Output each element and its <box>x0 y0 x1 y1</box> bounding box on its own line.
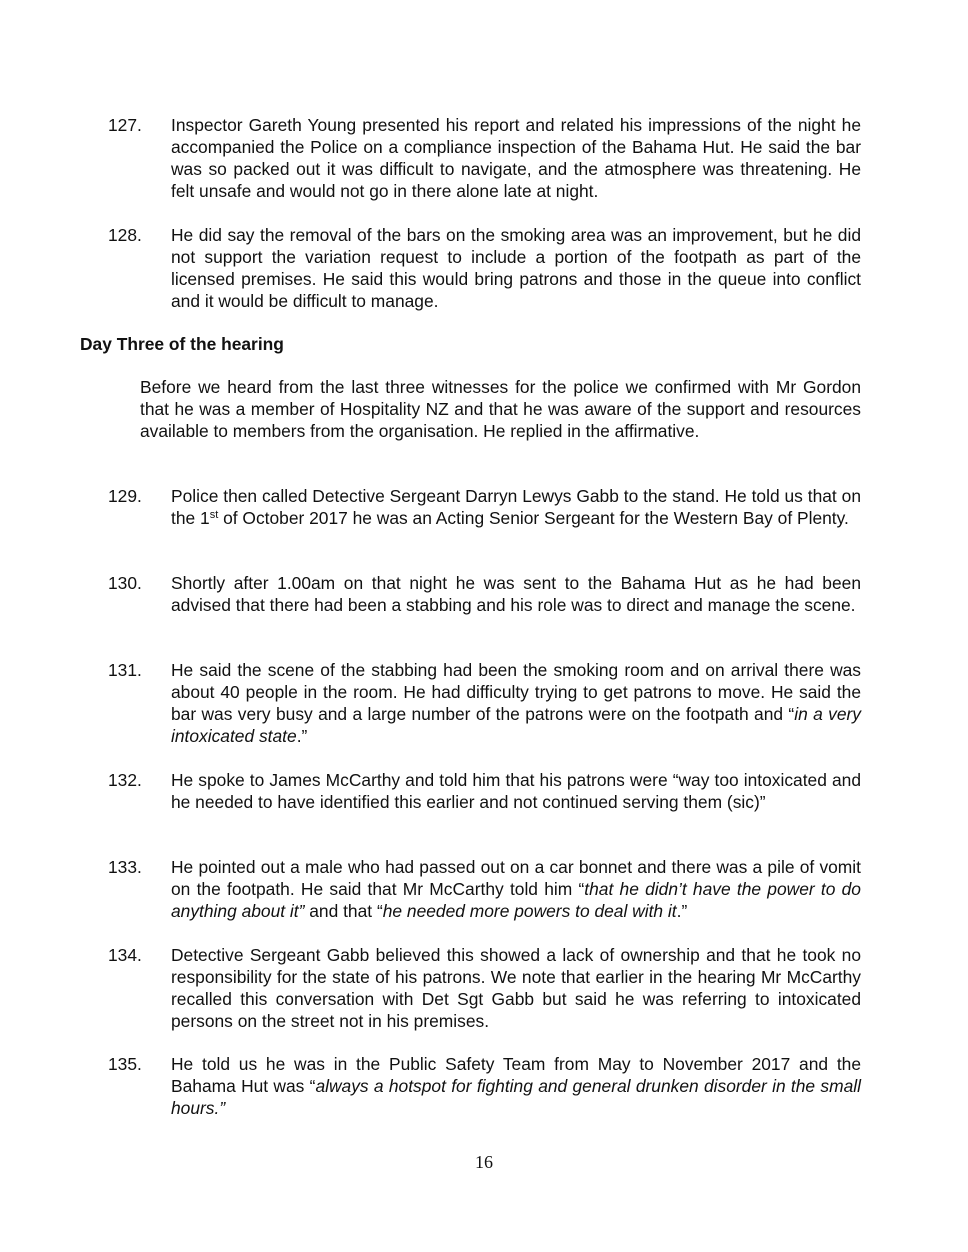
paragraph-number: 132. <box>108 770 142 790</box>
intro-paragraph: Before we heard from the last three witnesses for the police we confirmed with Mr Gordon that he was a member of Hospitality NZ and that he was aware of the support and resources available to members from the organisation. He replied in the affirmative. <box>140 377 861 441</box>
paragraph-text: He did say the removal of the bars on the smoking area was an improvement, but he did not support the variation request to include a portion of the footpath as part of the licensed premises. He said this would bring patrons and those in the queue into conflict and it would be difficult to manage. <box>171 225 861 311</box>
paragraph-text: He told us he was in the Public Safety Team from May to November 2017 and the Bahama Hut was “always a hotspot for fighting and general drunken disorder in the small hours.” <box>171 1054 861 1118</box>
paragraph-text: He said the scene of the stabbing had been the smoking room and on arrival there was about 40 people in the room. He had difficulty trying to get patrons to move. He said the bar was very busy and a large number of the patrons were on the footpath and “in a very intoxicated state.” <box>171 660 861 746</box>
section-heading: Day Three of the hearing <box>80 334 284 354</box>
paragraph-text: Detective Sergeant Gabb believed this showed a lack of ownership and that he took no responsibility for the state of his patrons. We note that earlier in the hearing Mr McCarthy recalled this conversation with Det Sgt Gabb but said he was referring to intoxicated persons on the street not in his premises. <box>171 945 861 1031</box>
paragraph-text: Inspector Gareth Young presented his report and related his impressions of the night he accompanied the Police on a compliance inspection of the Bahama Hut. He said the bar was so packed out it was difficult to navigate, and the atmosphere was threatening. He felt unsafe and would not go in there alone late at night. <box>171 115 861 201</box>
paragraph-text: Police then called Detective Sergeant Darryn Lewys Gabb to the stand. He told us that on the 1st of October 2017 he was an Acting Senior Sergeant for the Western Bay of Plenty. <box>171 486 861 528</box>
paragraph-text: He spoke to James McCarthy and told him that his patrons were “way too intoxicated and he needed to have identified this earlier and not continued serving them (sic)” <box>171 770 861 812</box>
paragraph-number: 133. <box>108 857 142 877</box>
paragraph-text: Shortly after 1.00am on that night he was sent to the Bahama Hut as he had been advised that there had been a stabbing and his role was to direct and manage the scene. <box>171 573 861 615</box>
paragraph-number: 130. <box>108 573 142 593</box>
paragraph-number: 135. <box>108 1054 142 1074</box>
paragraph-number: 127. <box>108 115 142 135</box>
paragraph-number: 134. <box>108 945 142 965</box>
paragraph-number: 129. <box>108 486 142 506</box>
page-number: 16 <box>475 1152 493 1172</box>
paragraph-number: 128. <box>108 225 142 245</box>
paragraph-number: 131. <box>108 660 142 680</box>
paragraph-text: He pointed out a male who had passed out on a car bonnet and there was a pile of vomit on the footpath. He said that Mr McCarthy told him “that he didn’t have the power to do anything about it” and that “he needed more powers to deal with it.” <box>171 857 861 921</box>
